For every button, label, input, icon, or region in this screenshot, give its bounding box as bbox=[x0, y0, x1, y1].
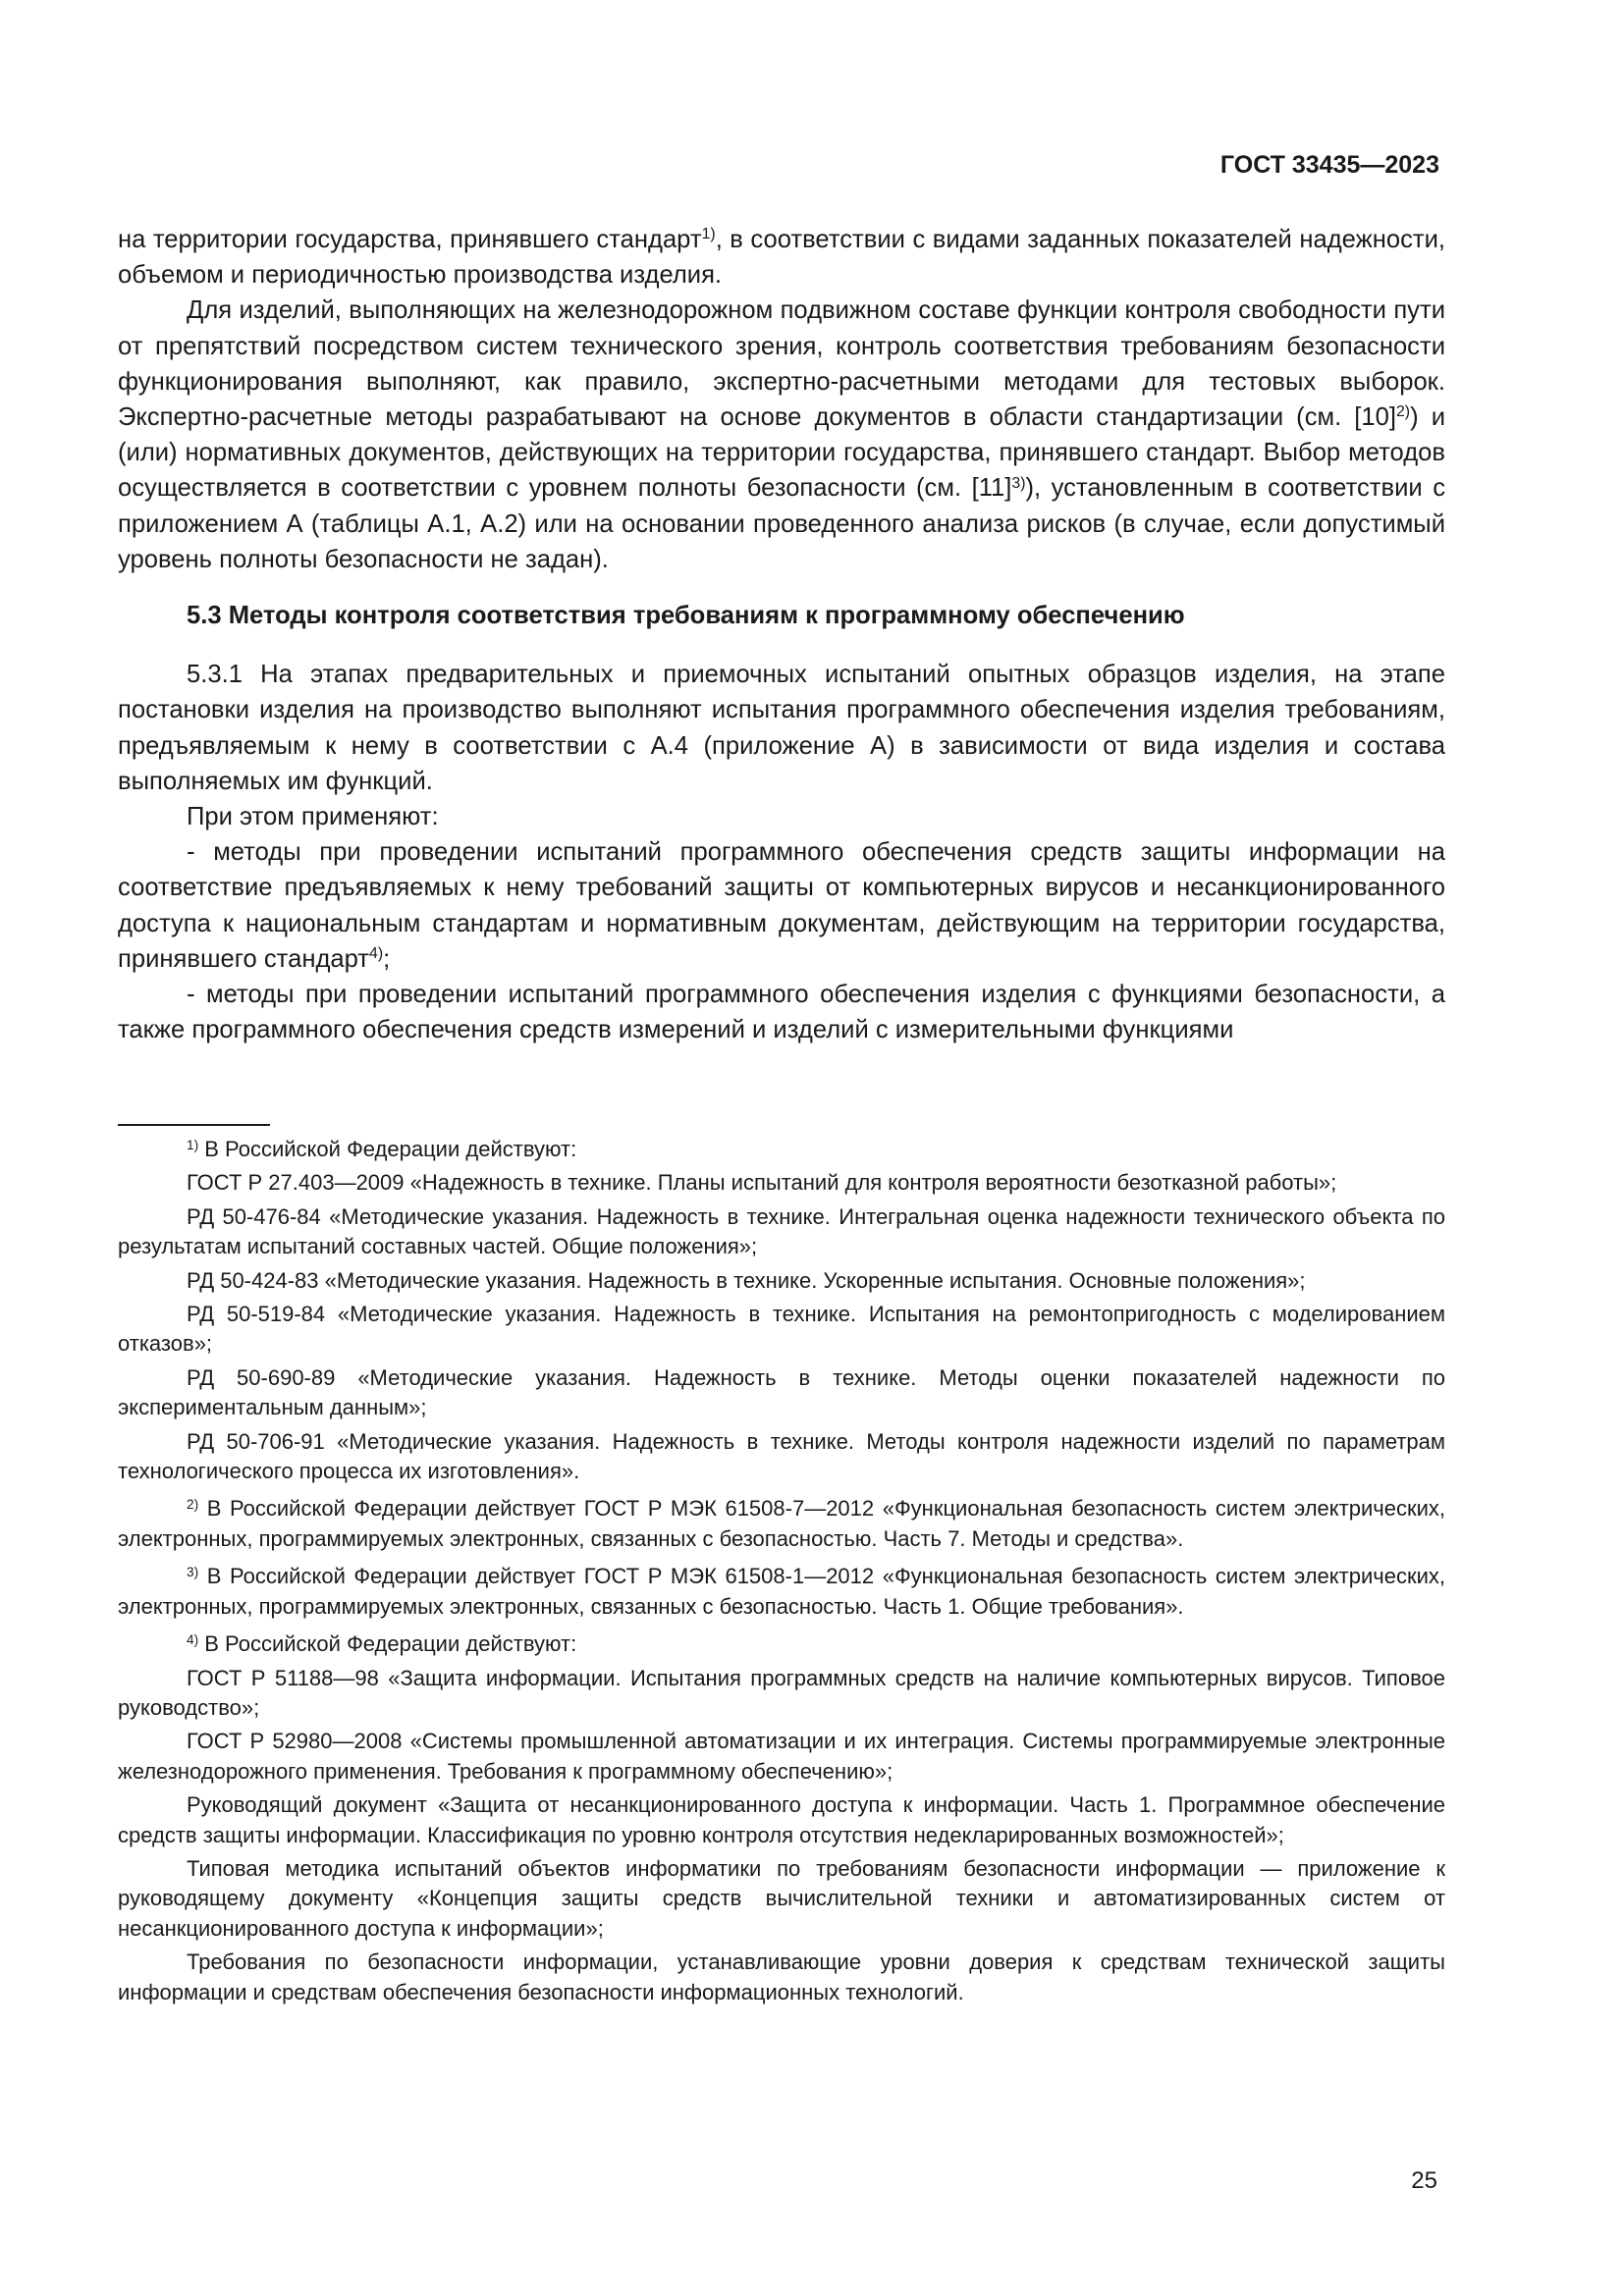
footnote-ref[interactable]: 2) bbox=[1395, 403, 1411, 421]
footnote-item: РД 50-690-89 «Методические указания. Надежность в технике. Методы оценки показателей надежности по экспериментальным данным»; bbox=[118, 1364, 1445, 1420]
footnote-mark: 2) bbox=[187, 1496, 199, 1512]
text-segment: В Российской Федерации действуют: bbox=[204, 1137, 577, 1161]
footnote-1-lead bbox=[118, 1135, 1445, 1164]
text-segment: ), установленным в соответствии с приложением А (таблицы А.1, А.2) или на основании проведенного анализа рисков (в случае, если допустимый уровень полноты безопасности не задан). bbox=[118, 474, 1445, 573]
text-segment: ; bbox=[383, 944, 391, 973]
text-segment: В Российской Федерации действуют: bbox=[204, 1631, 577, 1657]
text-segment: ) и (или) нормативных документов, действующих на территории государства, принявшего стандарт. Выбор методов осуществляется в соответствии с уровнем полноты безопасности (см. [11] bbox=[118, 403, 1445, 503]
footnote-ref[interactable]: 1) bbox=[701, 226, 716, 243]
footnotes bbox=[118, 1135, 1445, 2011]
footnote-item: ГОСТ Р 51188—98 «Защита информации. Испытания программных средств на наличие компьютерных вирусов. Типовое руководство»; bbox=[118, 1665, 1445, 1720]
footnote-ref[interactable]: 3) bbox=[1011, 474, 1026, 492]
footnote-mark: 4) bbox=[187, 1631, 199, 1647]
page-number: 25 bbox=[1411, 2167, 1437, 2194]
footnote-item: РД 50-424-83 «Методические указания. Надежность в технике. Ускоренные испытания. Основные положения»; bbox=[187, 1267, 1306, 1293]
list-item bbox=[118, 834, 1445, 977]
footnote-mark: 3) bbox=[187, 1564, 199, 1579]
footnote-item: ГОСТ Р 52980—2008 «Системы промышленной автоматизации и их интеграция. Системы программируемые электронные железнодорожного применения. Требования к программному обеспечению»; bbox=[118, 1729, 1445, 1784]
footnote-item: РД 50-706-91 «Методические указания. Надежность в технике. Методы контроля надежности изделий по параметрам технологического процесса их изготовления». bbox=[118, 1428, 1445, 1484]
text-segment: на территории государства, принявшего стандарт bbox=[118, 226, 702, 253]
footnote-item: Руководящий документ «Защита от несанкционированного доступа к информации. Часть 1. Программное обеспечение средств защиты информации. Классификация по уровню контроля отсутствия недекларированных возможностей»; bbox=[118, 1792, 1445, 1847]
text-segment: Для изделий, выполняющих на железнодорожном подвижном составе функции контроля свободности пути от препятствий посредством систем технического зрения, контроль соответствия требованиям безопасности функционирования выполняют, как правило, экспертно-расчетными методами для тестовых выборок. Экспертно-расчетные методы разрабатывают на основе документов в области стандартизации (см. [10] bbox=[118, 296, 1445, 432]
footnote-item: ГОСТ Р 27.403—2009 «Надежность в технике. Планы испытаний для контроля вероятности безотказной работы»; bbox=[187, 1170, 1337, 1196]
paragraph-continuation bbox=[118, 222, 1445, 293]
footnote-4-lead bbox=[118, 1629, 1445, 1659]
footnote-item: РД 50-476-84 «Методические указания. Надежность в технике. Интегральная оценка надежности технического объекта по результатам испытаний составных частей. Общие положения»; bbox=[118, 1203, 1445, 1259]
footnote-item: РД 50-519-84 «Методические указания. Надежность в технике. Испытания на ремонтопригодность с моделированием отказов»; bbox=[118, 1302, 1445, 1357]
text-segment: - методы при проведении испытаний программного обеспечения средств защиты информации на соответствие предъявляемых к нему требований защиты от компьютерных вирусов и несанкционированного доступа к национальным стандартам и нормативным документам, действующим на территории государства, принявшего стандарт bbox=[118, 838, 1445, 973]
footnote-3 bbox=[118, 1562, 1445, 1622]
footnote-separator bbox=[118, 1124, 270, 1126]
footnote-mark: 1) bbox=[187, 1137, 199, 1152]
list-item: - методы при проведении испытаний программного обеспечения изделия с функциями безопасности, а также программного обеспечения средств измерений и изделий с измерительными функциями bbox=[118, 981, 1445, 1044]
document-code-header: ГОСТ 33435—2023 bbox=[1219, 151, 1439, 179]
text-segment: В Российской Федерации действует ГОСТ Р МЭК 61508-7—2012 «Функциональная безопасность систем электрических, электронных, программируемых электронных, связанных с безопасностью. Часть 7. Методы и средства». bbox=[118, 1496, 1445, 1551]
text-segment: , в соответствии с видами заданных показателей надежности, объемом и периодичностью производства изделия. bbox=[118, 226, 1446, 290]
footnote-ref[interactable]: 4) bbox=[369, 945, 384, 963]
clause-5-3-1: 5.3.1 На этапах предварительных и приемочных испытаний опытных образцов изделия, на этапе постановки изделия на производство выполняют испытания программного обеспечения изделия требованиям, предъявляемым к нему в соответствии с А.4 (приложение А) в зависимости от вида изделия и состава выполняемых им функций. bbox=[118, 661, 1445, 795]
footnote-item: Типовая методика испытаний объектов информатики по требованиям безопасности информации — приложение к руководящему документу «Концепция защиты средств вычислительной техники и автоматизированных систем от несанкционированного доступа к информации»; bbox=[118, 1855, 1445, 1941]
main-text bbox=[118, 222, 1445, 1047]
paragraph-vision-systems bbox=[118, 293, 1445, 577]
footnote-item: Требования по безопасности информации, устанавливающие уровни доверия к средствам технической защиты информации и средствам обеспечения безопасности информационных технологий. bbox=[118, 1949, 1445, 2004]
text-segment: В Российской Федерации действует ГОСТ Р МЭК 61508-1—2012 «Функциональная безопасность систем электрических, электронных, программируемых электронных, связанных с безопасностью. Часть 1. Общие требования». bbox=[118, 1564, 1445, 1619]
paragraph-applied: При этом применяют: bbox=[187, 803, 439, 831]
footnote-2 bbox=[118, 1494, 1445, 1554]
section-title: 5.3 Методы контроля соответствия требованиям к программному обеспечению bbox=[187, 602, 1185, 630]
